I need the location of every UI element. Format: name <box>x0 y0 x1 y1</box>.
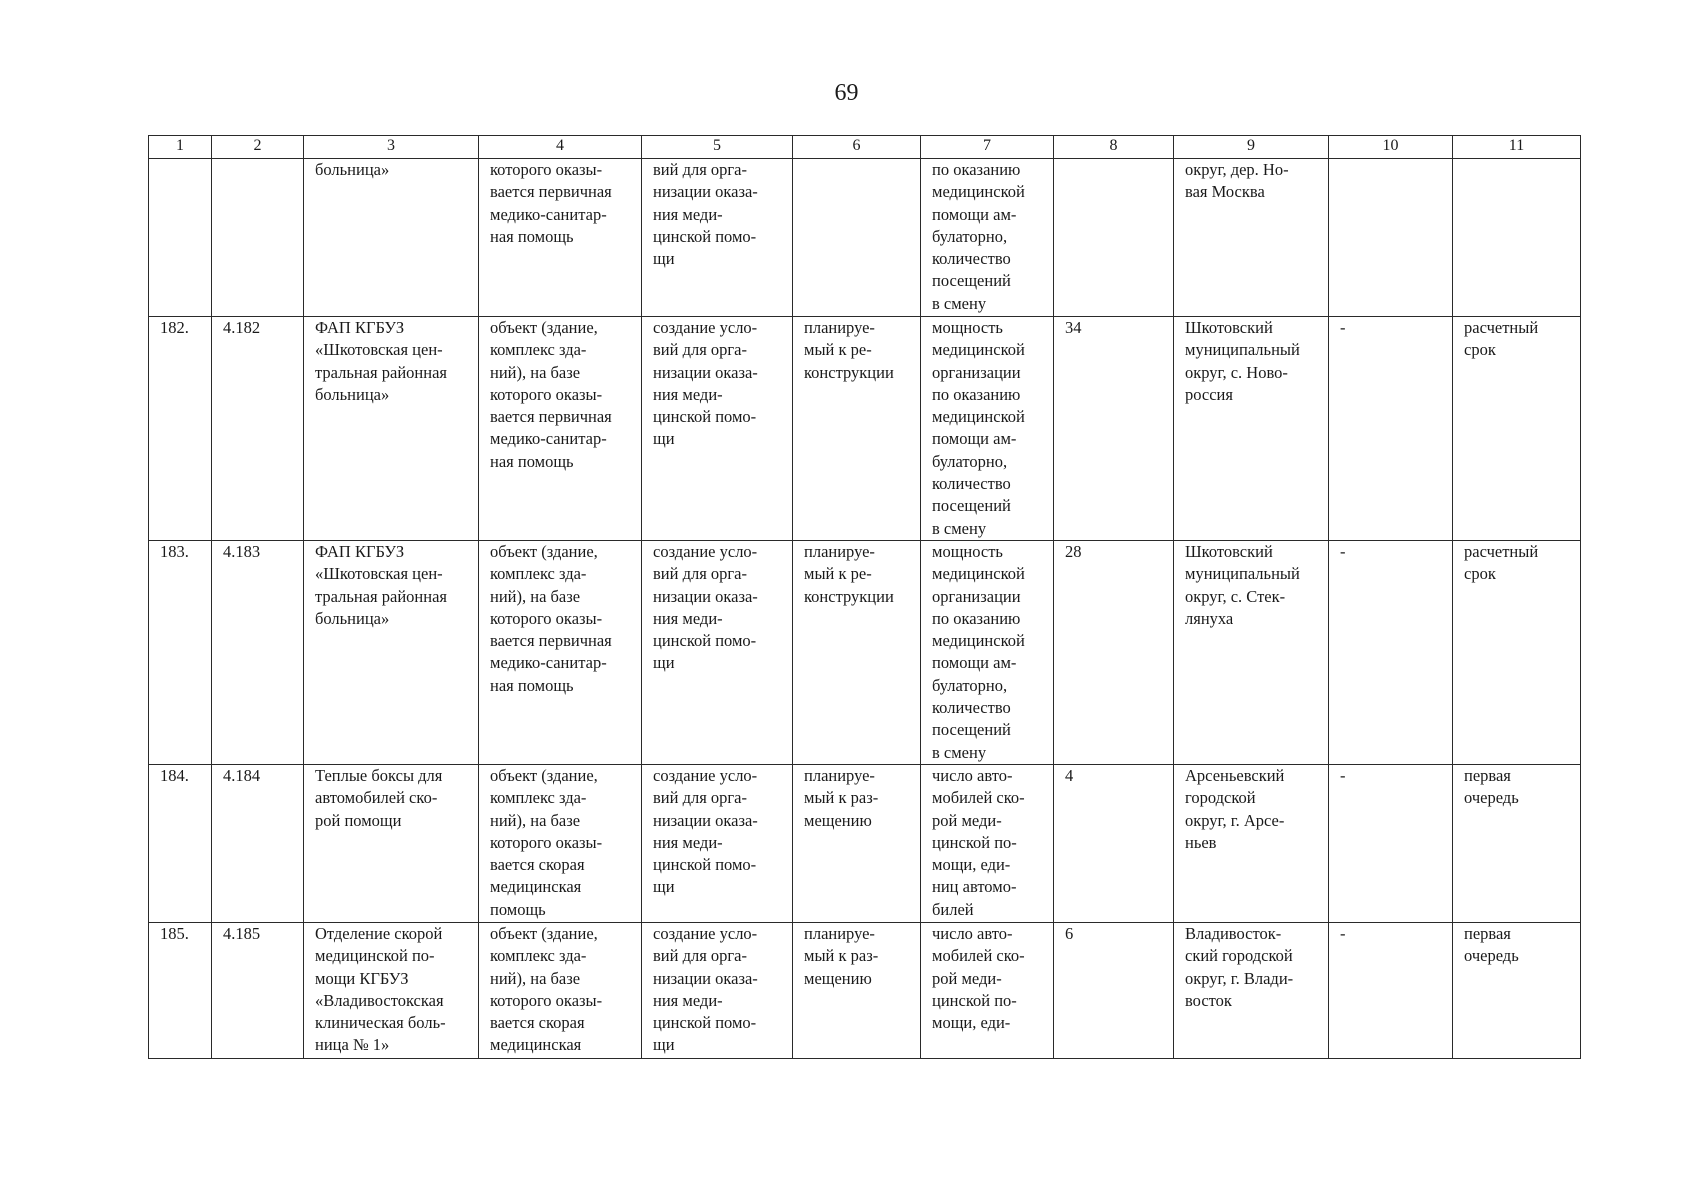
cell-text-line: медико-санитар- <box>490 653 607 673</box>
cell-text-line: организации <box>932 586 1021 606</box>
cell-text-line: 4.182 <box>223 318 261 337</box>
cell-text-line: вий для орга- <box>653 564 748 584</box>
cell-text-line: округ, с. Ново- <box>1185 362 1288 382</box>
item-code-cell <box>212 159 304 317</box>
row-index-cell <box>149 923 212 1059</box>
cell-text-line: объект (здание, <box>490 318 598 337</box>
cell-text-line: автомобилей ско- <box>315 788 438 808</box>
purpose-cell <box>642 159 793 317</box>
row-index-cell <box>149 317 212 541</box>
cell-text-line: «Владивостокская <box>315 990 444 1010</box>
item-code-cell <box>212 923 304 1059</box>
purpose-cell <box>642 765 793 923</box>
cell-text-line: создание усло- <box>653 766 758 785</box>
cell-text-line: конструкции <box>804 586 894 606</box>
cell-text-line: муниципальный <box>1185 340 1300 360</box>
object-type-cell <box>479 923 642 1059</box>
row-index-cell <box>149 765 212 923</box>
cell-text-line: помощь <box>490 899 546 919</box>
blank-cell <box>1329 541 1453 765</box>
cell-text-line: в смену <box>932 742 987 762</box>
table-row <box>149 159 1581 317</box>
cell-text-line: расчетный <box>1464 542 1539 561</box>
cell-text-line: первая <box>1464 766 1511 785</box>
cell-text-line: вий для орга- <box>653 340 748 360</box>
cell-text-line: которого оказы- <box>490 384 603 404</box>
capacity-metric-cell <box>921 923 1054 1059</box>
cell-text-line: больница» <box>315 608 390 628</box>
column-number-header: 1 <box>149 136 212 159</box>
cell-text-line: муниципальный <box>1185 564 1300 584</box>
object-type-cell <box>479 765 642 923</box>
cell-text-line: булаторно, <box>932 675 1008 695</box>
cell-text-line: цинской помо- <box>653 407 757 427</box>
item-code-cell <box>212 541 304 765</box>
cell-text-line: 185. <box>160 924 189 943</box>
location-cell <box>1174 159 1329 317</box>
cell-text-line: помощи ам- <box>932 653 1017 673</box>
status-cell <box>793 317 921 541</box>
blank-cell <box>1329 923 1453 1059</box>
cell-text-line: ния меди- <box>653 608 723 628</box>
cell-text-line: вается первичная <box>490 631 612 651</box>
cell-text-line: комплекс зда- <box>490 564 587 584</box>
cell-text-line: Шкотовский <box>1185 542 1273 561</box>
cell-text-line: низации оказа- <box>653 362 758 382</box>
cell-text-line: мобилей ско- <box>932 788 1025 808</box>
planning-table <box>148 135 1581 1059</box>
timeline-cell <box>1453 923 1581 1059</box>
purpose-cell <box>642 541 793 765</box>
cell-text-line: ский городской <box>1185 946 1293 966</box>
cell-text-line: посещений <box>932 720 1011 740</box>
cell-text-line: тральная районная <box>315 586 447 606</box>
blank-cell <box>1329 317 1453 541</box>
status-cell <box>793 159 921 317</box>
cell-text-line: число авто- <box>932 766 1013 785</box>
cell-text-line: посещений <box>932 496 1011 516</box>
cell-text-line: мощи, еди- <box>932 855 1011 875</box>
cell-text-line: мый к раз- <box>804 788 879 808</box>
cell-text-line: Арсеньевский <box>1185 766 1285 785</box>
cell-text-line: медицинской <box>932 407 1025 427</box>
cell-text-line: ний), на базе <box>490 362 581 382</box>
cell-text-line: округ, дер. Но- <box>1185 160 1289 179</box>
cell-text-line: помощи ам- <box>932 204 1017 224</box>
cell-text-line: ний), на базе <box>490 586 581 606</box>
cell-text-line: ная помощь <box>490 226 574 246</box>
cell-text-line: низации оказа- <box>653 968 758 988</box>
cell-text-line: низации оказа- <box>653 586 758 606</box>
column-number-header: 2 <box>212 136 304 159</box>
column-number-header: 8 <box>1054 136 1174 159</box>
cell-text-line: цинской помо- <box>653 226 757 246</box>
status-cell <box>793 765 921 923</box>
cell-text-line: цинской помо- <box>653 1013 757 1033</box>
cell-text-line: по оказанию <box>932 160 1021 179</box>
cell-text-line: ная помощь <box>490 675 574 695</box>
cell-text-line: «Шкотовская цен- <box>315 564 443 584</box>
cell-text-line: в смену <box>932 293 987 313</box>
cell-text-line: по оказанию <box>932 608 1021 628</box>
cell-text-line: вая Москва <box>1185 182 1265 202</box>
cell-text-line: комплекс зда- <box>490 340 587 360</box>
table-header <box>149 136 1581 159</box>
cell-text-line: медицинской <box>932 182 1025 202</box>
cell-text-line: 4.185 <box>223 924 261 943</box>
location-cell <box>1174 923 1329 1059</box>
cell-text-line: организации <box>932 362 1021 382</box>
cell-text-line: цинской помо- <box>653 631 757 651</box>
object-type-cell <box>479 317 642 541</box>
cell-text-line: мещению <box>804 968 872 988</box>
cell-text-line: Отделение скорой <box>315 924 443 943</box>
cell-text-line: булаторно, <box>932 226 1008 246</box>
cell-text-line: очередь <box>1464 788 1519 808</box>
cell-text-line: планируе- <box>804 766 875 785</box>
column-number-header: 3 <box>304 136 479 159</box>
status-cell <box>793 541 921 765</box>
cell-text-line: посещений <box>932 271 1011 291</box>
cell-text-line: вается первичная <box>490 407 612 427</box>
cell-text-line: очередь <box>1464 946 1519 966</box>
cell-text-line: вается скорая <box>490 1013 585 1033</box>
column-number-header: 5 <box>642 136 793 159</box>
header-row <box>149 136 1581 159</box>
cell-text-line: вий для орга- <box>653 946 748 966</box>
cell-text-line: низации оказа- <box>653 182 758 202</box>
cell-text-line: округ, с. Стек- <box>1185 586 1286 606</box>
column-number-header: 6 <box>793 136 921 159</box>
cell-text-line: цинской по- <box>932 990 1017 1010</box>
object-type-cell <box>479 159 642 317</box>
cell-text-line: 34 <box>1065 318 1082 337</box>
table-row <box>149 765 1581 923</box>
cell-text-line: мобилей ско- <box>932 946 1025 966</box>
cell-text-line: медицинская <box>490 877 582 897</box>
cell-text-line: 4.183 <box>223 542 261 561</box>
cell-text-line: округ, г. Арсе- <box>1185 810 1285 830</box>
cell-text-line: городской <box>1185 788 1256 808</box>
cell-text-line: - <box>1340 766 1346 785</box>
cell-text-line: помощи ам- <box>932 429 1017 449</box>
cell-text-line: создание усло- <box>653 924 758 943</box>
cell-text-line: низации оказа- <box>653 810 758 830</box>
cell-text-line: клиническая боль- <box>315 1013 446 1033</box>
object-name-cell <box>304 317 479 541</box>
object-type-cell <box>479 541 642 765</box>
cell-text-line: 4 <box>1065 766 1074 785</box>
cell-text-line: щи <box>653 1035 675 1055</box>
cell-text-line: ница № 1» <box>315 1035 390 1055</box>
cell-text-line: Теплые боксы для <box>315 766 443 785</box>
timeline-cell <box>1453 317 1581 541</box>
cell-text-line: цинской по- <box>932 832 1017 852</box>
table-row <box>149 541 1581 765</box>
cell-text-line: щи <box>653 429 675 449</box>
cell-text-line: ниц автомо- <box>932 877 1017 897</box>
cell-text-line: медицинская <box>490 1035 582 1055</box>
cell-text-line: Владивосток- <box>1185 924 1282 943</box>
cell-text-line: мощи, еди- <box>932 1013 1011 1033</box>
cell-text-line: ньев <box>1185 832 1217 852</box>
cell-text-line: комплекс зда- <box>490 946 587 966</box>
cell-text-line: - <box>1340 924 1346 943</box>
cell-text-line: медицинской <box>932 340 1025 360</box>
cell-text-line: по оказанию <box>932 384 1021 404</box>
capacity-metric-cell <box>921 159 1054 317</box>
cell-text-line: ния меди- <box>653 990 723 1010</box>
column-number-header: 7 <box>921 136 1054 159</box>
cell-text-line: вий для орга- <box>653 160 748 179</box>
cell-text-line: первая <box>1464 924 1511 943</box>
object-name-cell <box>304 765 479 923</box>
cell-text-line: планируе- <box>804 924 875 943</box>
capacity-value-cell <box>1054 317 1174 541</box>
cell-text-line: создание усло- <box>653 542 758 561</box>
cell-text-line: щи <box>653 249 675 269</box>
cell-text-line: количество <box>932 698 1011 718</box>
cell-text-line: ная помощь <box>490 451 574 471</box>
status-cell <box>793 923 921 1059</box>
cell-text-line: которого оказы- <box>490 990 603 1010</box>
cell-text-line: срок <box>1464 340 1496 360</box>
cell-text-line: ния меди- <box>653 832 723 852</box>
cell-text-line: объект (здание, <box>490 542 598 561</box>
capacity-value-cell <box>1054 923 1174 1059</box>
capacity-value-cell <box>1054 159 1174 317</box>
cell-text-line: создание усло- <box>653 318 758 337</box>
cell-text-line: билей <box>932 899 974 919</box>
cell-text-line: срок <box>1464 564 1496 584</box>
cell-text-line: 183. <box>160 542 189 561</box>
purpose-cell <box>642 317 793 541</box>
cell-text-line: больница» <box>315 384 390 404</box>
cell-text-line: булаторно, <box>932 451 1008 471</box>
table-row <box>149 923 1581 1059</box>
location-cell <box>1174 541 1329 765</box>
capacity-metric-cell <box>921 541 1054 765</box>
cell-text-line: тральная районная <box>315 362 447 382</box>
table-body <box>149 159 1581 1059</box>
blank-cell <box>1329 159 1453 317</box>
row-index-cell <box>149 159 212 317</box>
cell-text-line: мощи КГБУЗ <box>315 968 409 988</box>
location-cell <box>1174 765 1329 923</box>
cell-text-line: которого оказы- <box>490 608 603 628</box>
cell-text-line: больница» <box>315 160 390 179</box>
capacity-value-cell <box>1054 765 1174 923</box>
item-code-cell <box>212 765 304 923</box>
cell-text-line: - <box>1340 542 1346 561</box>
cell-text-line: мощность <box>932 318 1003 337</box>
object-name-cell <box>304 541 479 765</box>
cell-text-line: мый к ре- <box>804 564 872 584</box>
cell-text-line: количество <box>932 249 1011 269</box>
cell-text-line: расчетный <box>1464 318 1539 337</box>
cell-text-line: рой меди- <box>932 810 1002 830</box>
cell-text-line: ния меди- <box>653 204 723 224</box>
cell-text-line: ФАП КГБУЗ <box>315 542 405 561</box>
cell-text-line: конструкции <box>804 362 894 382</box>
cell-text-line: в смену <box>932 518 987 538</box>
cell-text-line: мый к раз- <box>804 946 879 966</box>
cell-text-line: комплекс зда- <box>490 788 587 808</box>
column-number-header: 9 <box>1174 136 1329 159</box>
cell-text-line: вается скорая <box>490 855 585 875</box>
cell-text-line: 182. <box>160 318 189 337</box>
column-number-header: 11 <box>1453 136 1581 159</box>
cell-text-line: ний), на базе <box>490 968 581 988</box>
blank-cell <box>1329 765 1453 923</box>
cell-text-line: 184. <box>160 766 189 785</box>
item-code-cell <box>212 317 304 541</box>
table-row <box>149 317 1581 541</box>
capacity-metric-cell <box>921 765 1054 923</box>
cell-text-line: щи <box>653 877 675 897</box>
purpose-cell <box>642 923 793 1059</box>
cell-text-line: - <box>1340 318 1346 337</box>
cell-text-line: мещению <box>804 810 872 830</box>
row-index-cell <box>149 541 212 765</box>
object-name-cell <box>304 923 479 1059</box>
capacity-metric-cell <box>921 317 1054 541</box>
cell-text-line: вий для орга- <box>653 788 748 808</box>
cell-text-line: 4.184 <box>223 766 261 785</box>
cell-text-line: восток <box>1185 990 1232 1010</box>
object-name-cell <box>304 159 479 317</box>
cell-text-line: цинской помо- <box>653 855 757 875</box>
cell-text-line: объект (здание, <box>490 924 598 943</box>
cell-text-line: медицинской <box>932 631 1025 651</box>
cell-text-line: мый к ре- <box>804 340 872 360</box>
cell-text-line: щи <box>653 653 675 673</box>
cell-text-line: медико-санитар- <box>490 429 607 449</box>
cell-text-line: планируе- <box>804 542 875 561</box>
cell-text-line: ний), на базе <box>490 810 581 830</box>
cell-text-line: «Шкотовская цен- <box>315 340 443 360</box>
cell-text-line: ФАП КГБУЗ <box>315 318 405 337</box>
timeline-cell <box>1453 765 1581 923</box>
cell-text-line: 6 <box>1065 924 1074 943</box>
timeline-cell <box>1453 159 1581 317</box>
cell-text-line: россия <box>1185 384 1233 404</box>
cell-text-line: медико-санитар- <box>490 204 607 224</box>
cell-text-line: мощность <box>932 542 1003 561</box>
cell-text-line: объект (здание, <box>490 766 598 785</box>
column-number-header: 10 <box>1329 136 1453 159</box>
cell-text-line: рой меди- <box>932 968 1002 988</box>
cell-text-line: которого оказы- <box>490 160 603 179</box>
cell-text-line: 28 <box>1065 542 1082 561</box>
timeline-cell <box>1453 541 1581 765</box>
cell-text-line: рой помощи <box>315 810 402 830</box>
location-cell <box>1174 317 1329 541</box>
column-number-header: 4 <box>479 136 642 159</box>
cell-text-line: планируе- <box>804 318 875 337</box>
cell-text-line: вается первичная <box>490 182 612 202</box>
cell-text-line: количество <box>932 474 1011 494</box>
cell-text-line: округ, г. Влади- <box>1185 968 1294 988</box>
cell-text-line: ния меди- <box>653 384 723 404</box>
cell-text-line: лянуха <box>1185 608 1234 628</box>
capacity-value-cell <box>1054 541 1174 765</box>
cell-text-line: медицинской по- <box>315 946 435 966</box>
cell-text-line: медицинской <box>932 564 1025 584</box>
cell-text-line: число авто- <box>932 924 1013 943</box>
cell-text-line: которого оказы- <box>490 832 603 852</box>
cell-text-line: Шкотовский <box>1185 318 1273 337</box>
page-number: 69 <box>834 80 859 106</box>
